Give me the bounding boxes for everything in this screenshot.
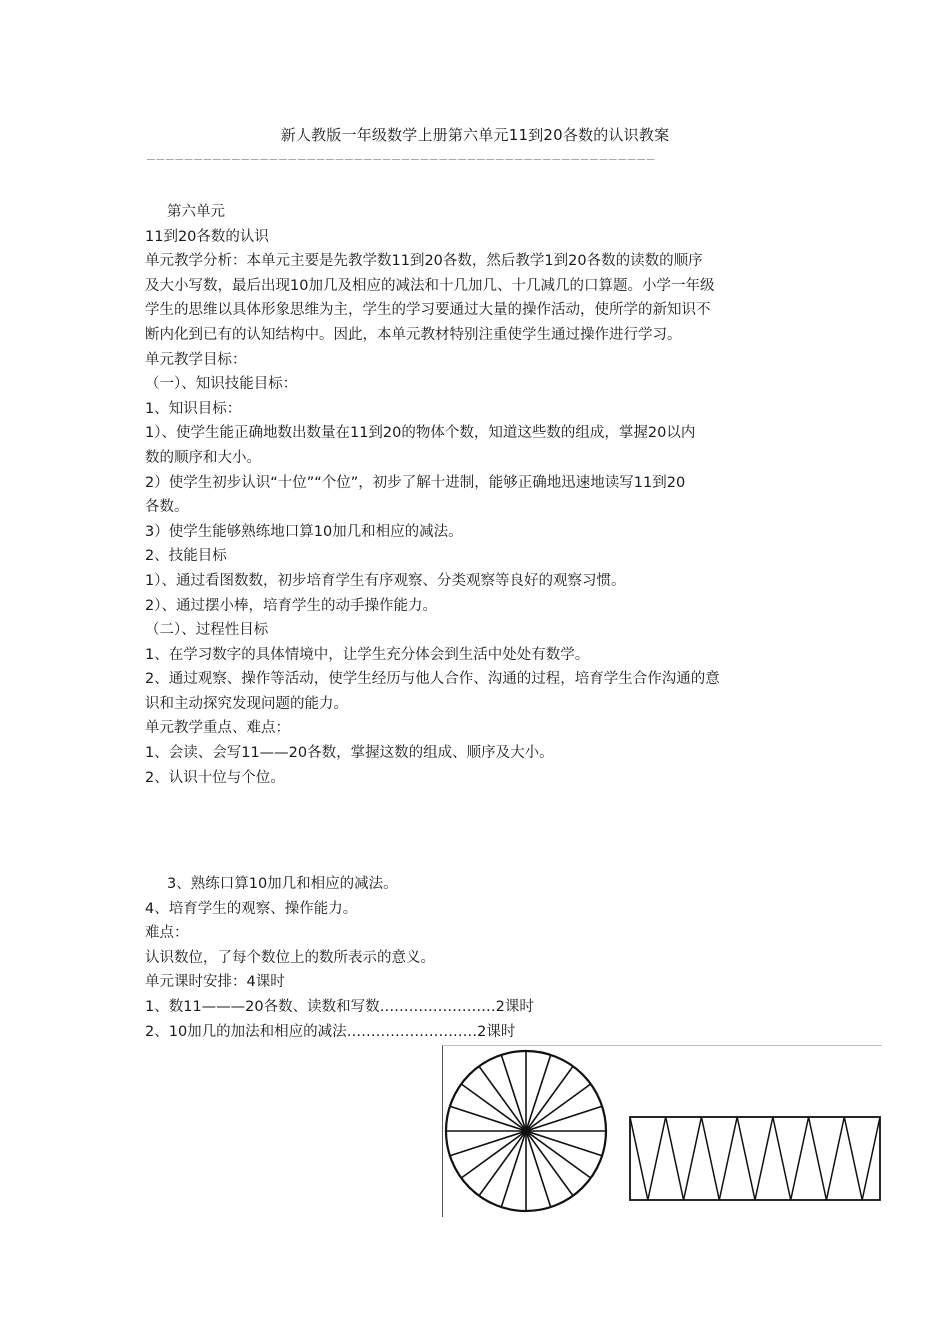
paragraph-line: 及大小写数，最后出现10加几及相应的减法和十几加几、十几减几的口算题。小学一年级: [145, 277, 715, 294]
schedule-line: 1、数11———20各数、读数和写数……………………2课时: [145, 998, 534, 1015]
unit-title: 11到20各数的认识: [145, 228, 269, 245]
paragraph-line: 4、培育学生的观察、操作能力。: [145, 900, 358, 917]
zigzag-diagram: [630, 1117, 880, 1200]
paragraph-line: 1）、通过看图数数，初步培育学生有序观察、分类观察等良好的观察习惯。: [145, 572, 626, 589]
paragraph-line: 1、知识目标：: [145, 400, 242, 417]
section-heading: 单元课时安排：4课时: [145, 974, 285, 991]
paragraph-line: 2）使学生初步认识“十位”“个位”，初步了解十进制，能够正确地迅速地读写11到20: [145, 474, 686, 491]
zigzag-frame: [630, 1117, 880, 1200]
wheel-diagram: [446, 1051, 606, 1211]
document-header-title: 新人教版一年级数学上册第六单元11到20各数的认识教案: [280, 126, 670, 144]
schedule-line: 2、10加几的加法和相应的减法………………………2课时: [145, 1023, 516, 1040]
section-heading: 单元教学重点、难点：: [145, 720, 290, 737]
section-heading: 单元教学目标：: [145, 351, 247, 368]
paragraph-line: 3）使学生能够熟练地口算10加几和相应的减法。: [145, 523, 463, 540]
paragraph-line: 2、技能目标: [145, 548, 227, 565]
paragraph-line: 2）、通过摆小棒，培育学生的动手操作能力。: [145, 597, 437, 614]
paragraph-line: 学生的思维以具体形象思维为主，学生的学习要通过大量的操作活动，使所学的新知识不: [145, 302, 711, 319]
unit-heading: 第六单元: [167, 204, 225, 220]
paragraph-line: 数的顺序和大小。: [145, 449, 261, 466]
section-heading: （二）、过程性目标: [145, 622, 269, 639]
body-section-1: [145, 200, 810, 790]
paragraph-line: 2、认识十位与个位。: [145, 769, 285, 786]
geometry-figure: [442, 1045, 882, 1217]
paragraph-line: 1、会读、会写11——20各数，掌握这数的组成、顺序及大小。: [145, 745, 554, 762]
header-divider: ——————————————————————————————————————————————————————: [147, 152, 657, 166]
paragraph-line: 1、在学习数字的具体情境中，让学生充分体会到生活中处处有数学。: [145, 646, 590, 663]
paragraph-line: 各数。: [145, 499, 189, 516]
paragraph-line: 1）、使学生能正确地数出数量在11到20的物体个数，知道这些数的组成，掌握20以内: [145, 425, 696, 442]
section-heading: （一）、知识技能目标：: [145, 376, 298, 393]
section-heading: 难点：: [145, 925, 189, 942]
zigzag-line: [630, 1117, 880, 1200]
body-section-2: [145, 872, 810, 1044]
paragraph-line: 断内化到已有的认知结构中。因此，本单元教材特别注重使学生通过操作进行学习。: [145, 326, 682, 343]
paragraph-line: 2、通过观察、操作等活动，使学生经历与他人合作、沟通的过程，培育学生合作沟通的意: [145, 671, 720, 688]
paragraph-line: 认识数位，了每个数位上的数所表示的意义。: [145, 949, 435, 966]
paragraph-line: 识和主动探究发现问题的能力。: [145, 695, 348, 712]
paragraph-line: 3、熟练口算10加几和相应的减法。: [167, 876, 398, 892]
paragraph-line: 单元教学分析：本单元主要是先教学数11到20各数，然后教学1到20各数的读数的顺序: [145, 253, 703, 270]
